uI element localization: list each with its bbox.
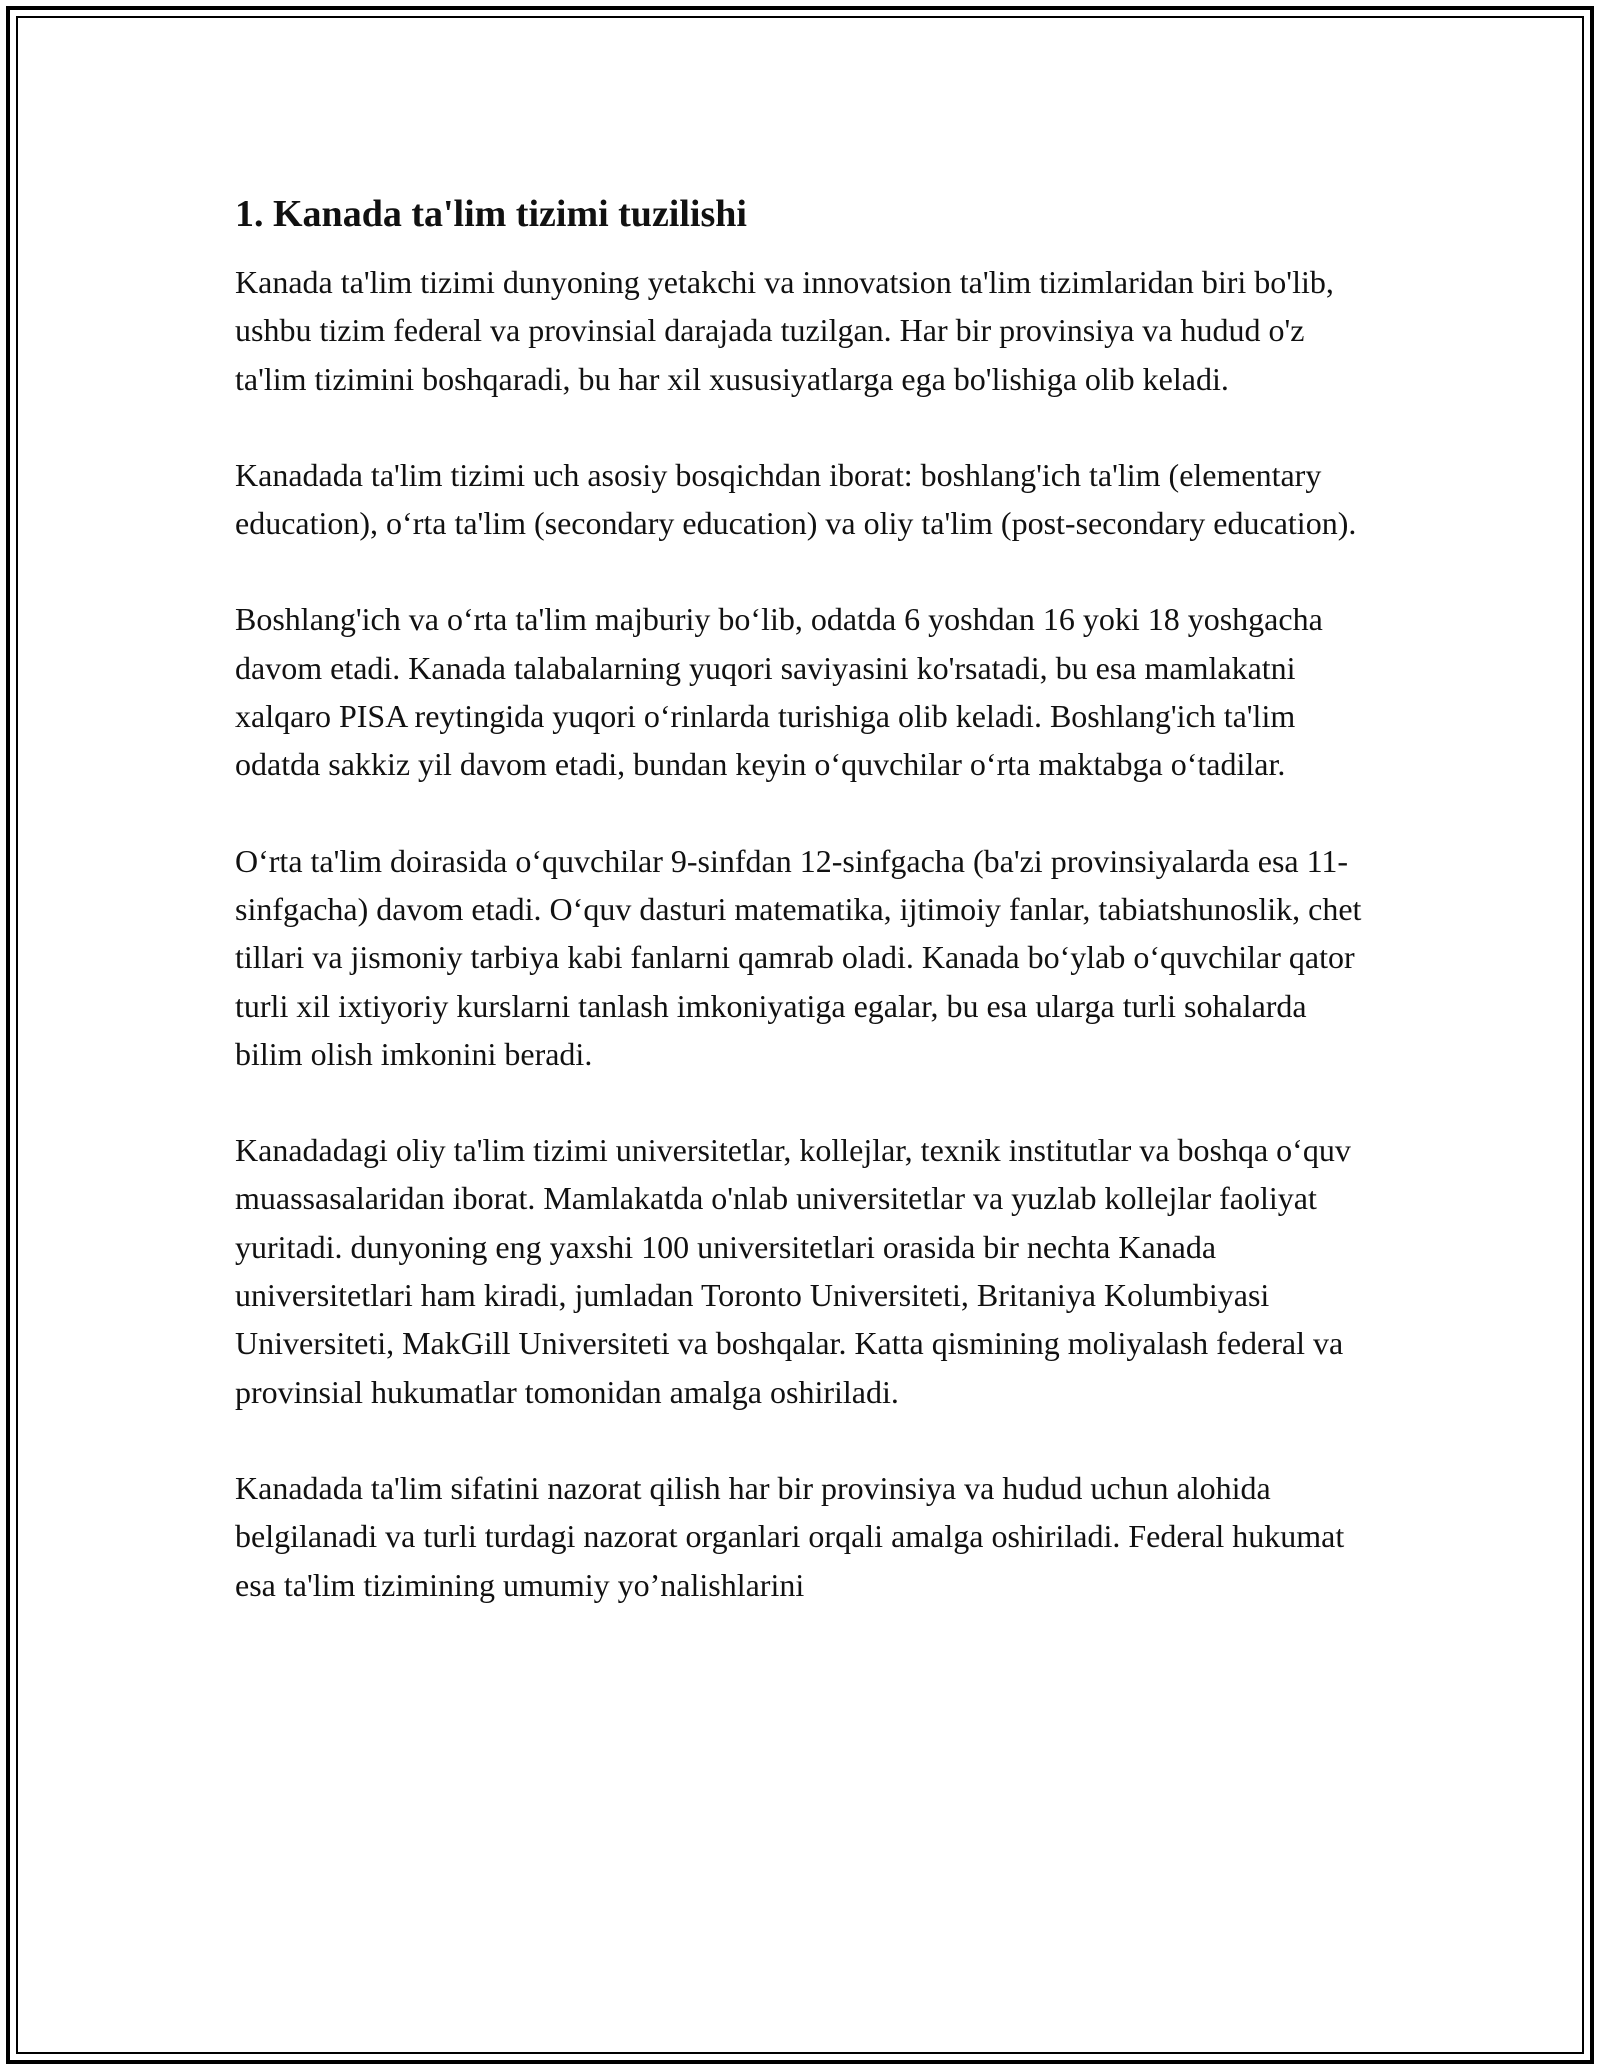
paragraph-quality-control: Kanadada ta'lim sifatini nazorat qilish har bir provinsiya va hudud uchun alohida belgilanadi va turli turdagi nazorat organlari orqali amalga oshiriladi. Federal hukumat esa ta'lim tizimining umumiy yo’nalishlarini <box>235 1469 1345 1603</box>
paragraph-secondary-education: O‘rta ta'lim doirasida o‘quvchilar 9-sinfdan 12-sinfgacha (ba'zi provinsiyalarda esa 11-sinfgacha) davom etadi. O‘quv dasturi matematika, ijtimoiy fanlar, tabiatshunoslik, chet tillari va jismoniy tarbiya kabi fanlarni qamrab oladi. Kanada bo‘ylab o‘quvchilar qator turli xil ixtiyoriy kurslarni tanlash imkoniyatiga egalar, bu esa ularga turli sohalarda bilim olish imkonini beradi. <box>235 842 1362 1072</box>
paragraph-stages: Kanadada ta'lim tizimi uch asosiy bosqichdan iborat: boshlang'ich ta'lim (elementary education), o‘rta ta'lim (secondary education) va oliy ta'lim (post-secondary education). <box>235 456 1357 542</box>
paragraph-primary-education: Boshlang'ich va o‘rta ta'lim majburiy bo‘lib, odatda 6 yoshdan 16 yoki 18 yoshgacha davom etadi. Kanada talabalarning yuqori saviyasini ko'rsatadi, bu esa mamlakatni xalqaro PISA reytingida yuqori o‘rinlarda turishiga olib keladi. Boshlang'ich ta'lim odatda sakkiz yil davom etadi, bundan keyin o‘quvchilar o‘rta maktabga o‘tadilar. <box>235 601 1323 783</box>
document-body <box>235 190 1365 1657</box>
paragraph-intro: Kanada ta'lim tizimi dunyoning yetakchi va innovatsion ta'lim tizimlaridan biri bo'lib, ushbu tizim federal va provinsial darajada tuzilgan. Har bir provinsiya va hudud o'z ta'lim tizimini boshqaradi, bu har xil xususiyatlarga ega bo'lishiga olib keladi. <box>235 264 1334 397</box>
section-heading: 1. Kanada ta'lim tizimi tuzilishi <box>235 193 747 235</box>
paragraph-higher-education: Kanadadagi oliy ta'lim tizimi universitetlar, kollejlar, texnik institutlar va boshqa o‘quv muassasalaridan iborat. Mamlakatda o'nlab universitetlar va yuzlab kollejlar faoliyat yuritadi. dunyoning eng yaxshi 100 universitetlari orasida bir nechta Kanada universitetlari ham kiradi, jumladan Toronto Universiteti, Britaniya Kolumbiyasi Universiteti, MakGill Universiteti va boshqalar. Katta qismining moliyalash federal va provinsial hukumatlar tomonidan amalga oshiriladi. <box>235 1132 1351 1410</box>
